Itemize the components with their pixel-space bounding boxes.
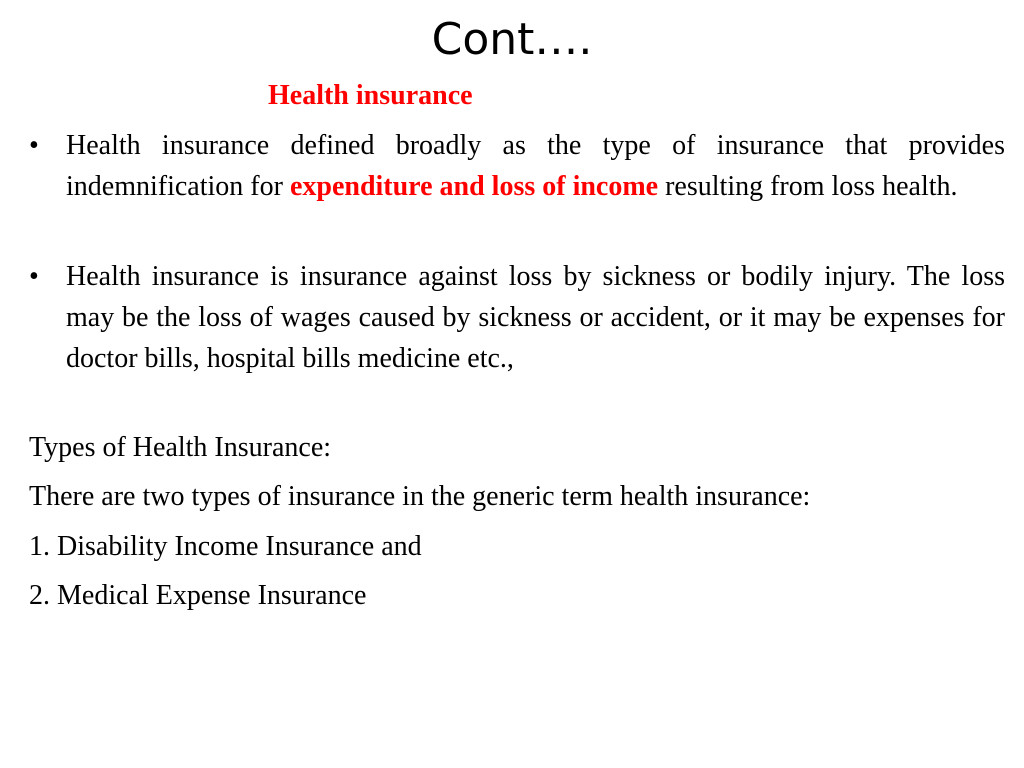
bullet-text-end: resulting from loss health. [658,171,958,202]
types-intro: There are two types of insurance in the generic term health insurance: [29,481,811,512]
types-heading: Types of Health Insurance: [29,432,332,463]
type-item-2: 2. Medical Expense Insurance [29,580,367,611]
highlighted-phrase: expenditure and loss of income [289,171,659,202]
bullet-item [29,125,1005,207]
slide-title: Cont…. [431,14,593,65]
slide-subheading: Health insurance [268,80,473,111]
bullet-marker: • [29,130,39,161]
bullet-item [29,256,1005,379]
bullet-marker: • [29,261,39,292]
type-item-1: 1. Disability Income Insurance and [29,531,422,562]
bullet-text: Health insurance is insurance against loss by sickness or bodily injury. The loss may be the loss of wages caused by sickness or accident, or it may be expenses for doctor bills, hospital bills medicine etc., [66,261,1005,374]
bullet-text-start: Health insurance defined broadly as the type of insurance that provides indemnification for [66,130,1005,202]
